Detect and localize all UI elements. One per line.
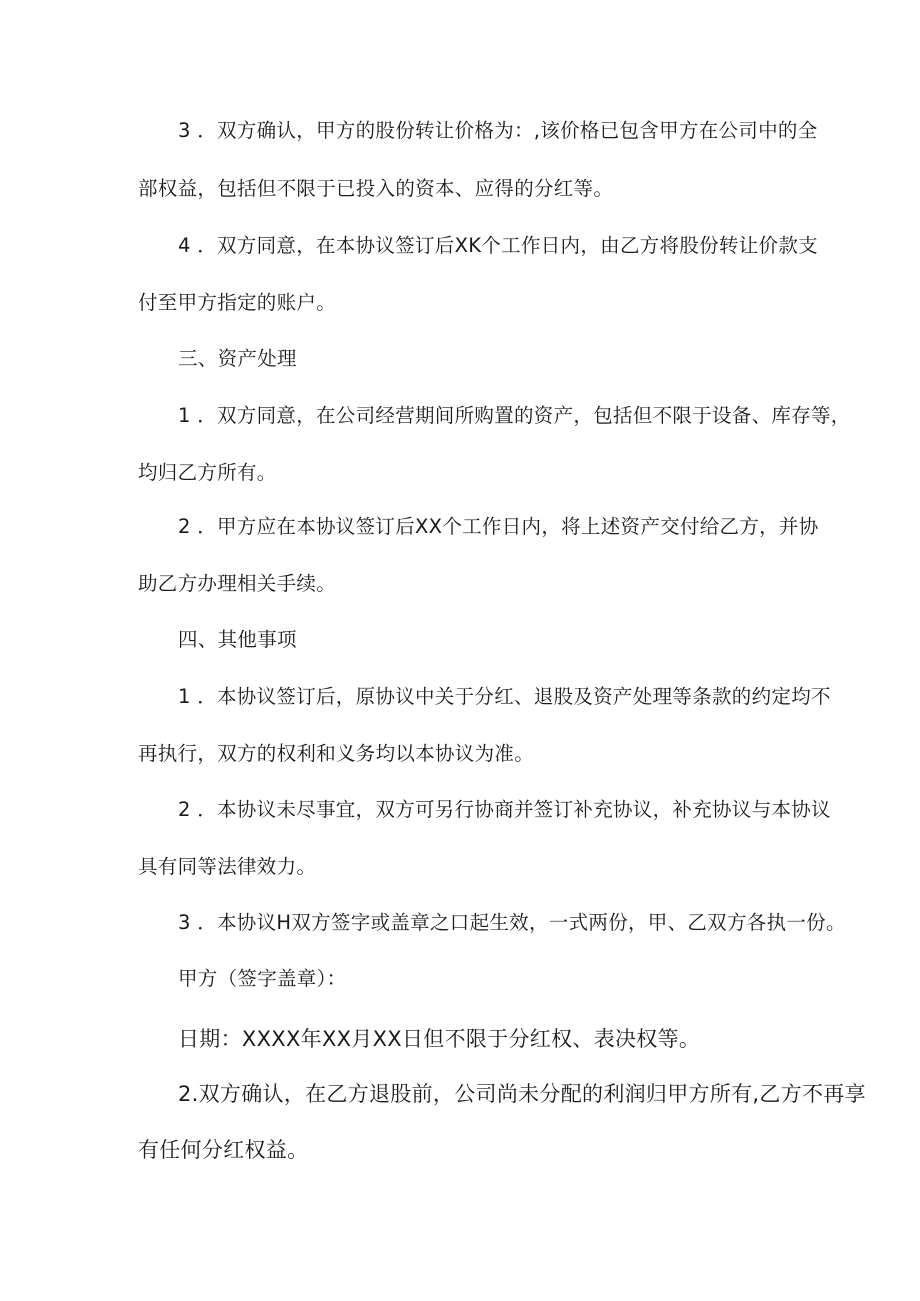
- asset-clause-1-line-1: 1 ．双方同意，在公司经营期间所购置的资产，包括但不限于设备、库存等，: [178, 404, 851, 427]
- other-clause-2-line-1: 2 ．本协议未尽事宜，双方可另行协商并签订补充协议，补充协议与本协议: [178, 798, 831, 821]
- other-clause-1-line-1: 1 ．本协议签订后，原协议中关于分红、退股及资产处理等条款的约定均不: [178, 685, 831, 708]
- dividend-clause-line-1: 2.双方确认，在乙方退股前，公司尚未分配的利润归甲方所有,乙方不再享: [178, 1082, 866, 1106]
- other-clause-2-line-2: 具有同等法律效力。: [138, 855, 317, 878]
- clause-3-line-1: 3 ．双方确认，甲方的股份转让价格为：,该价格已包含甲方在公司中的全: [178, 119, 818, 142]
- date-line: 日期：XXXX年XX月XX日但不限于分红权、表决权等。: [178, 1027, 701, 1051]
- dividend-clause-line-2: 有任何分红权益。: [138, 1138, 309, 1162]
- clause-3-line-2: 部权益，包括但不限于已投入的资本、应得的分红等。: [138, 177, 614, 200]
- clause-4-line-1: 4 ．双方同意，在本协议签订后XK个工作日内，由乙方将股份转让价款支: [178, 234, 818, 257]
- party-a-signature: 甲方（签字盖章）：: [178, 967, 347, 990]
- clause-4-line-2: 付至甲方指定的账户。: [138, 291, 337, 314]
- section-3-title: 三、资产处理: [178, 347, 297, 370]
- asset-clause-2-line-2: 助乙方办理相关手续。: [138, 572, 337, 595]
- asset-clause-2-line-1: 2 ．甲方应在本协议签订后XX个工作日内，将上述资产交付给乙方，并协: [178, 515, 819, 538]
- section-4-title: 四、其他事项: [178, 628, 297, 651]
- other-clause-3-line-1: 3 ．本协议H双方签字或盖章之口起生效，一式两份，甲、乙双方各执一份。: [178, 911, 846, 934]
- other-clause-1-line-2: 再执行，双方的权利和义务均以本协议为准。: [138, 742, 535, 765]
- asset-clause-1-line-2: 均归乙方所有。: [138, 461, 277, 484]
